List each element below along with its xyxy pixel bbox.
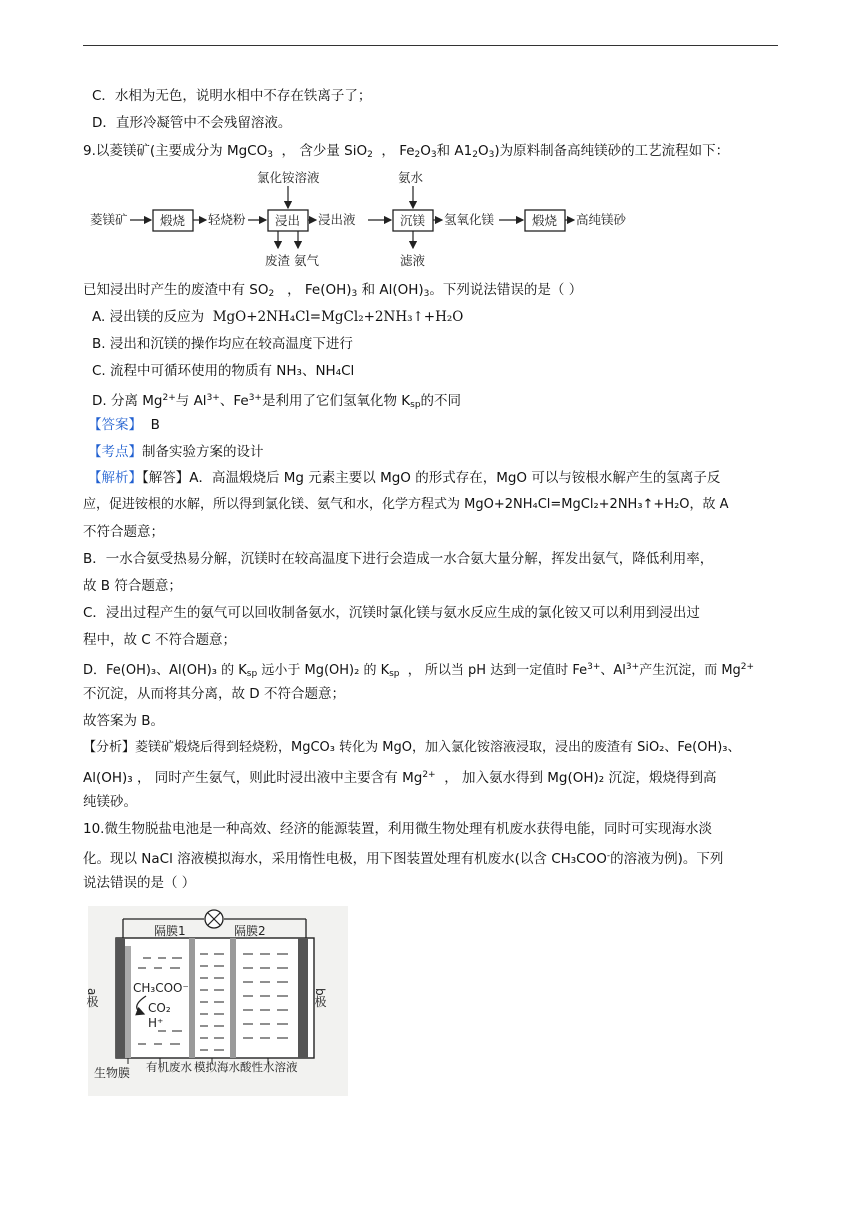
process-flow-diagram: [85, 168, 655, 272]
flow-nh4cl: 氯化铵溶液: [257, 170, 320, 185]
flow-leach: 浸出: [275, 213, 301, 228]
label-acid: 酸性水溶液: [240, 1060, 298, 1074]
q9-knowledge-point: 【考点】制备实验方案的设计: [88, 444, 264, 460]
q9-analysis-6: C．浸出过程产生的氨气可以回收制备氨水，沉镁时氯化镁与氨水反应生成的氯化铵又可以利用到浸出过: [83, 605, 700, 621]
flow-light-powder: 轻烧粉: [208, 212, 246, 227]
flow-ammonia: 氨水: [398, 170, 424, 185]
q9-analysis-7: 程中，故 C 不符合题意；: [83, 632, 237, 648]
q9-analysis-2: 应，促进铵根的水解，所以得到氯化镁、氨气和水，化学方程式为 MgO+2NH₄Cl=MgCl₂+2NH₃↑+H₂O，故 A: [83, 497, 729, 512]
label-ch3coo: CH₃COO⁻: [133, 981, 189, 995]
q9-analysis-1: 【解析】【解答】A．高温煅烧后 Mg 元素主要以 MgO 的形式存在，MgO 可以与铵根水解产生的氢离子反: [88, 470, 721, 486]
label-membrane-2: 隔膜2: [234, 924, 266, 938]
option-8d: D．直形冷凝管中不会残留溶液。: [92, 115, 292, 131]
q9-analysis-5: 故 B 符合题意；: [83, 578, 182, 594]
label-hplus: H⁺: [148, 1016, 164, 1030]
flow-precip: 沉镁: [400, 213, 426, 228]
biofilm: [125, 946, 131, 1058]
flow-waste: 废渣 氨气: [265, 253, 319, 268]
q9-analysis-4: B．一水合氨受热易分解，沉镁时在较高温度下进行会造成一水合氨大量分解，挥发出氨气，降低利用率，: [83, 551, 714, 567]
q9-answer: 【答案】 B: [88, 417, 160, 433]
label-co2: CO₂: [148, 1001, 171, 1015]
flow-product: 高纯镁砂: [576, 212, 627, 227]
label-electrode-a: a极: [85, 988, 99, 1008]
q9-analysis-9: 不沉淀，从而将其分离，故 D 不符合题意；: [83, 686, 345, 702]
q9-option-d: D. 分离 $Mg^{2+}$与 $Al^{3+}$、$Fe^{3+}$是利用了它们氢氧化物 $K_{sp}$的不同: [92, 393, 462, 410]
flow-calcine1: 煅烧: [160, 213, 186, 228]
flow-raw: 菱镁矿: [90, 212, 128, 227]
q9-known: 已知浸出时产生的废渣中有 $SO_2$ ， $Fe(OH)_3$ 和 $Al(OH)_3$。下列说法错误的是（ ）: [83, 282, 583, 299]
flow-leach-liquid: 浸出液: [318, 212, 356, 227]
q10-stem-3: 说法错误的是（ ）: [83, 875, 196, 891]
electrode-b: [298, 938, 308, 1058]
label-organic: 有机废水: [146, 1060, 192, 1074]
cell-container: [116, 938, 314, 1058]
q9-fenxi-2: Al(OH)₃ ， 同时产生氨气，则此时浸出液中主要含有 $Mg^{2+}$ ， 加入氨水得到 Mg(OH)₂ 沉淀，煅烧得到高: [83, 770, 717, 786]
electrode-a: [116, 938, 125, 1058]
membrane-1: [189, 938, 195, 1058]
q9-analysis-8: D．Fe(OH)₃、Al(OH)₃ 的 $K_{sp}$ 远小于 Mg(OH)₂ 的 $K_{sp}$ ， 所以当 pH 达到一定值时 $Fe^{3+}$、$Al^{3+}$产生沉淀，而 $Mg^{2+}$: [83, 662, 755, 679]
q9-fenxi-3: 纯镁砂。: [83, 794, 137, 810]
flow-mgoh: 氢氧化镁: [444, 212, 495, 227]
top-rule: [83, 45, 778, 46]
label-biofilm: 生物膜: [94, 1066, 131, 1080]
q9-analysis-3: 不符合题意；: [83, 524, 164, 540]
membrane-2: [230, 938, 236, 1058]
q9-option-b: B. 浸出和沉镁的操作均应在较高温度下进行: [92, 336, 353, 352]
q9-option-c: C. 流程中可循环使用的物质有 NH₃、NH₄Cl: [92, 363, 355, 379]
label-electrode-b: b极: [313, 988, 327, 1008]
flow-calcine2: 煅烧: [532, 213, 558, 228]
q9-option-a: A. 浸出镁的反应为 MgO+2NH₄Cl=MgCl₂+2NH₃↑+H₂O: [92, 309, 464, 325]
microbial-cell-diagram: [85, 906, 348, 1096]
q9-stem: 9.以菱镁矿(主要成分为 MgCO$_3$ ， 含少量 SiO$_2$ ， $Fe_2O_3$和 $A1_2O_3$)为原料制备高纯镁砂的工艺流程如下：: [83, 143, 730, 160]
label-membrane-1: 隔膜1: [154, 924, 186, 938]
flow-filtrate: 滤液: [400, 253, 426, 268]
label-seawater: 模拟海水: [194, 1060, 240, 1074]
option-8c: C．水相为无色，说明水相中不存在铁离子了；: [92, 88, 372, 104]
q9-fenxi-1: 【分析】菱镁矿煅烧后得到轻烧粉，MgCO₃ 转化为 MgO，加入氯化铵溶液浸取，浸出的废渣有 SiO₂、Fe(OH)₃、: [83, 740, 741, 755]
q10-stem-1: 10.微生物脱盐电池是一种高效、经济的能源装置，利用微生物处理有机废水获得电能，同时可实现海水淡: [83, 821, 712, 837]
q10-stem-2: 化。现以 NaCl 溶液模拟海水，采用惰性电极，用下图装置处理有机废水(以含 CH₃COO-的溶液为例)。下列: [83, 851, 724, 867]
q9-analysis-10: 故答案为 B。: [83, 713, 165, 729]
